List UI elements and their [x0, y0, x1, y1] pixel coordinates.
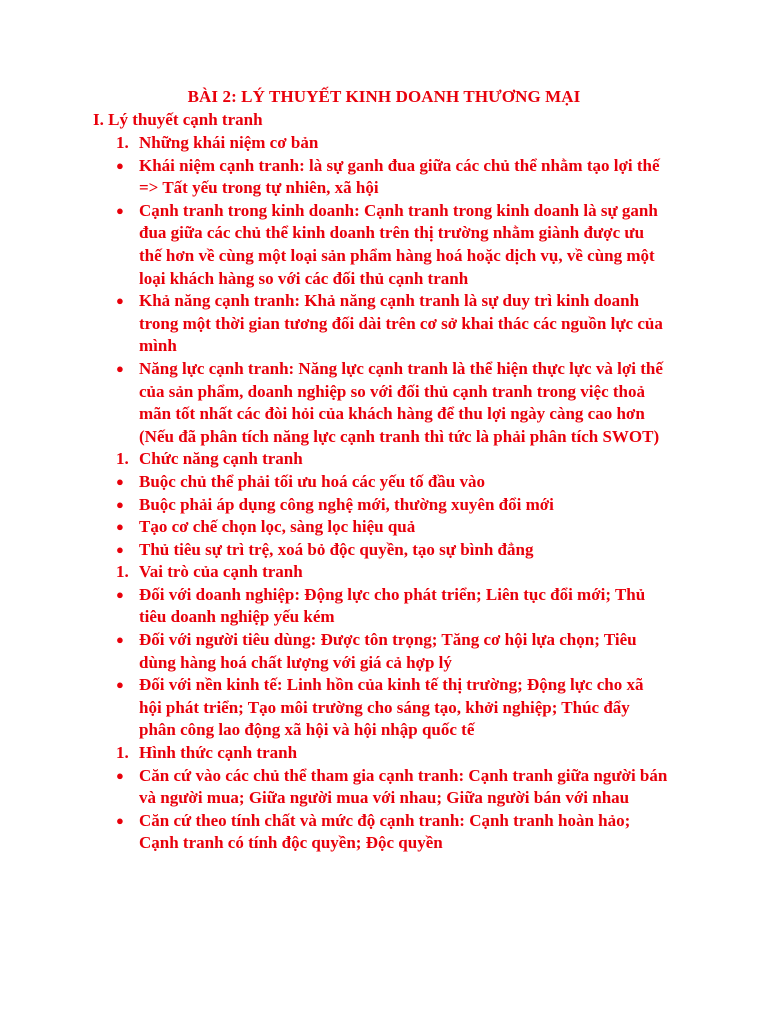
list-number: 1. — [116, 449, 129, 469]
bullet-item — [0, 584, 670, 629]
subheading-text: Những khái niệm cơ bản — [139, 133, 319, 152]
numbered-heading — [0, 742, 670, 765]
bullet-item — [0, 810, 670, 855]
bullet-item — [0, 539, 670, 562]
bullet-text: Đối với doanh nghiệp: Động lực cho phát triển; Liên tục đổi mới; Thủ tiêu doanh nghiệp yếu kém — [139, 584, 646, 627]
bullet-item — [0, 290, 670, 358]
bullet-icon: ● — [116, 767, 124, 783]
bullet-text: Đối với người tiêu dùng: Được tôn trọng; Tăng cơ hội lựa chọn; Tiêu dùng hàng hoá chất lượng với giá cả hợp lý — [139, 630, 637, 672]
section-heading: I. Lý thuyết cạnh tranh — [93, 110, 263, 129]
subheading-text: Vai trò của cạnh tranh — [139, 562, 303, 582]
bullet-icon: ● — [116, 632, 124, 648]
bullet-item — [0, 674, 670, 742]
bullet-item — [0, 494, 670, 517]
bullet-text: Căn cứ vào các chủ thể tham gia cạnh tranh: Cạnh tranh giữa người bán và người mua; Giữa người mua với nhau; Giữa người bán với nhau — [139, 765, 668, 808]
bullet-icon: ● — [116, 541, 124, 557]
bullet-text: Năng lực cạnh tranh: Năng lực cạnh tranh là thể hiện thực lực và lợi thế của sản phẩm, doanh nghiệp so với đối thủ cạnh tranh trong việc thoả mãn tốt nhất các đòi hỏi của khách hàng để thu lợi ngày càng cao hơn (Nếu đã phân tích năng lực cạnh tranh thì tức là phải phân tích SWOT) — [139, 358, 663, 446]
numbered-heading — [0, 448, 670, 471]
bullet-item — [0, 358, 670, 448]
bullet-item — [0, 629, 670, 674]
bullet-text: Đối với nền kinh tế: Linh hồn của kinh tế thị trường; Động lực cho xã hội phát triển; Tạo môi trường cho sáng tạo, khởi nghiệp; Thúc đẩy phân công lao động xã hội và hội nhập quốc tế — [139, 675, 644, 740]
bullet-text: Cạnh tranh trong kinh doanh: Cạnh tranh trong kinh doanh là sự ganh đua giữa các chủ thể kinh doanh trên thị trường nhằm giành được ưu thế hơn về cùng một loại sản phẩm hàng hoá hoặc dịch vụ, về cùng một loại khách hàng so với các đối thủ cạnh tranh — [139, 200, 658, 288]
numbered-heading — [0, 561, 670, 584]
bullet-icon: ● — [116, 496, 124, 512]
bullet-icon: ● — [116, 157, 124, 173]
bullet-item — [0, 765, 670, 810]
bullet-text: Buộc chủ thể phải tối ưu hoá các yếu tố đầu vào — [139, 471, 485, 491]
bullet-item — [0, 471, 670, 494]
bullet-icon: ● — [116, 519, 124, 535]
list-number: 1. — [116, 743, 129, 763]
bullet-text: Khả năng cạnh tranh: Khả năng cạnh tranh là sự duy trì kinh doanh trong một thời gian tương đối dài trên cơ sở khai thác các nguồn lực của mình — [139, 291, 663, 356]
list-number: 1. — [116, 562, 129, 582]
subheading-text: Chức năng cạnh tranh — [139, 449, 303, 469]
list-number: 1. — [116, 133, 129, 152]
bullet-text: Buộc phải áp dụng công nghệ mới, thường xuyên đổi mới — [139, 494, 554, 514]
numbered-heading — [0, 132, 670, 155]
bullet-item — [0, 200, 670, 290]
bullet-text: Tạo cơ chế chọn lọc, sàng lọc hiệu quả — [139, 517, 416, 537]
bullet-text: Thủ tiêu sự trì trệ, xoá bỏ độc quyền, tạo sự bình đẳng — [139, 539, 534, 559]
bullet-icon: ● — [116, 586, 124, 602]
bullet-icon: ● — [116, 473, 124, 489]
bullet-icon: ● — [116, 293, 124, 309]
bullet-text: Căn cứ theo tính chất và mức độ cạnh tranh: Cạnh tranh hoàn hảo; Cạnh tranh có tính độc quyền; Độc quyền — [139, 810, 631, 853]
document-title: BÀI 2: LÝ THUYẾT KINH DOANH THƯƠNG MẠI — [187, 87, 581, 106]
subheading-text: Hình thức cạnh tranh — [139, 743, 298, 763]
bullet-icon: ● — [116, 812, 124, 828]
bullet-text: Khái niệm cạnh tranh: là sự ganh đua giữa các chủ thể nhằm tạo lợi thế => Tất yếu trong tự nhiên, xã hội — [139, 155, 660, 198]
bullet-icon: ● — [116, 360, 124, 376]
document-content — [0, 132, 768, 855]
bullet-item — [0, 155, 670, 200]
bullet-icon: ● — [116, 677, 124, 693]
bullet-item — [0, 516, 670, 539]
bullet-icon: ● — [116, 202, 124, 218]
